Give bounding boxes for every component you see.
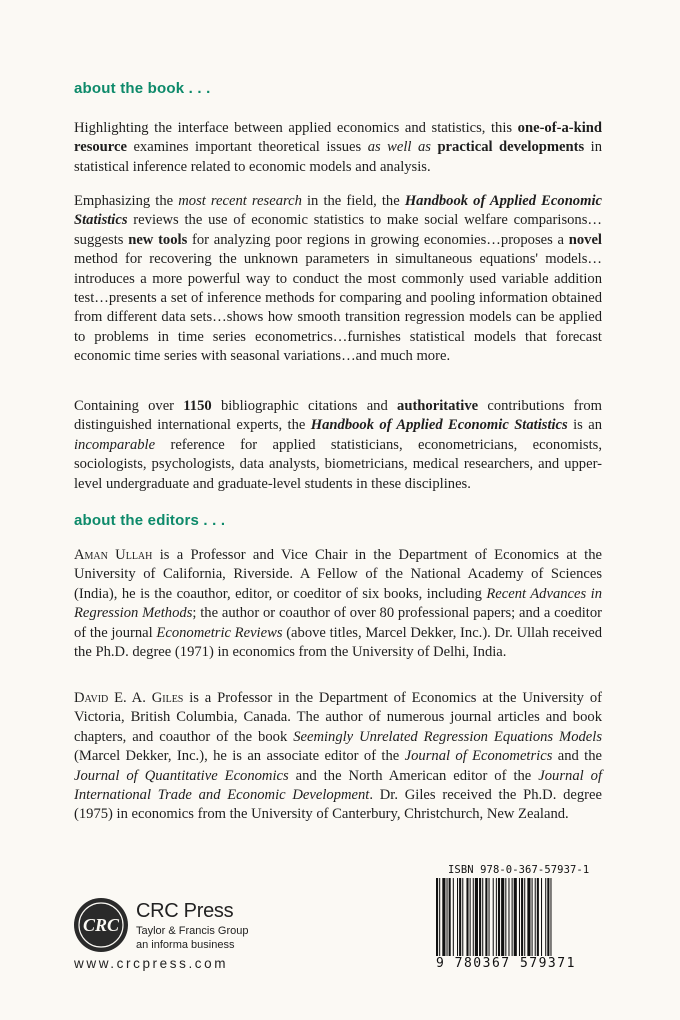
barcode-bar [512, 878, 513, 958]
barcode-bar [447, 878, 448, 958]
editor-bio-ullah: Aman Ullah is a Professor and Vice Chair in the Department of Economics at the University of California, Riverside. A Fellow of the National Academy of Sciences (India), he is the coauthor, editor, or coeditor of six books, including Recent Advances in Regression Methods; the author or coauthor of over 80 professional papers; and a coeditor of the journal Econometric Reviews (above titles, Marcel Dekker, Inc.). Dr. Ullah received the Ph.D. degree (1971) in economics from the University of Delhi, India. [74, 547, 603, 661]
logo-text: CRC [82, 915, 120, 935]
publisher-name: CRC Press [136, 900, 234, 922]
barcode-bar [473, 878, 474, 958]
editor-name: Aman Ullah [74, 547, 153, 563]
barcode-bar [489, 878, 490, 958]
barcode-bar [462, 878, 463, 958]
crc-press-logo-icon [72, 896, 130, 954]
about-book-paragraph-2: Emphasizing the most recent research in the field, the Handbook of Applied Economic Statistics reviews the use of economic statistics to make social welfare comparisons…suggests new tools for analyzing poor regions in growing economies…proposes a novel method for recovering the unknown parameters in simultaneous equations' models…introduces a more powerful way to conduct the most commonly used variable addition test…presents a set of inference methods for comparing and pooling information obtained from different data sets…shows how smooth transition regression models can be applied to problems in time series econometrics…furnishes statistical models that forecast economic time series with seasonal variations…and much more. [74, 193, 602, 365]
barcode-bar [498, 878, 500, 968]
barcode-bar [470, 878, 471, 958]
barcode-bar [541, 878, 542, 958]
barcode-bar [459, 878, 461, 958]
editor-bio-giles: David E. A. Giles is a Professor in the Department of Economics at the University of Victoria, British Columbia, Canada. The author of numerous journal articles and book chapters, and coauthor of the book Seemingly Unrelated Regression Equations Models (Marcel Dekker, Inc.), he is an associate editor of the Journal of Econometrics and the Journal of Quantitative Economics and the North American editor of the Journal of International Trade and Economic Development. Dr. Giles received the Ph.D. degree (1975) in economics from the University of Canterbury, Christchurch, New Zealand. [74, 690, 603, 823]
barcode-bar [493, 878, 494, 958]
barcode-bar [547, 878, 549, 968]
barcode-bar [436, 878, 438, 968]
barcode-number: 9 780367 579371 [436, 956, 576, 971]
publisher-url[interactable]: www.crcpress.com [74, 956, 229, 971]
barcode-bar [439, 878, 440, 968]
about-book-heading: about the book . . . [74, 80, 211, 97]
barcode-bar [466, 878, 468, 958]
barcode-bar [550, 878, 551, 968]
about-book-paragraph-1: Highlighting the interface between applied economics and statistics, this one-of-a-kind resource examines important theoretical issues as well as practical developments in statistical inference related to economic models and analysis. [74, 120, 603, 175]
editor-name: David E. A. Giles [74, 690, 184, 706]
barcode-bar [505, 878, 506, 958]
barcode-bar [527, 878, 530, 958]
barcode-bar [482, 878, 483, 958]
about-editors-heading: about the editors . . . [74, 512, 226, 529]
barcode-bar [537, 878, 539, 958]
barcode-bar [535, 878, 536, 958]
barcode-bar [496, 878, 497, 968]
barcode-bar [508, 878, 509, 958]
publisher-tagline: an informa business [136, 939, 235, 951]
publisher-group: Taylor & Francis Group [136, 925, 249, 937]
barcode-bar [524, 878, 525, 958]
barcode-bar [545, 878, 546, 958]
publisher-block [136, 900, 248, 952]
barcode-bar [485, 878, 487, 958]
barcode-bar [457, 878, 458, 958]
barcode-bar [519, 878, 520, 958]
barcode-bar [453, 878, 454, 958]
barcode-bar [514, 878, 517, 958]
barcode-bar [442, 878, 445, 958]
barcode-bar [532, 878, 533, 958]
barcode-bar [475, 878, 478, 958]
isbn-label: ISBN 978-0-367-57937-1 [448, 864, 590, 876]
about-book-paragraph-3: Containing over 1150 bibliographic citations and authoritative contributions from distinguished international experts, the Handbook of Applied Economic Statistics is an incomparable reference for applied statisticians, econometricians, economists, sociologists, psychologists, data analysts, biometricians, medical researchers, and upper-level undergraduate and graduate-level students in these disciplines. [74, 398, 602, 492]
barcode-bar [521, 878, 523, 958]
barcode-bar [479, 878, 481, 958]
barcode-bar [501, 878, 504, 958]
barcode-bar [449, 878, 451, 958]
